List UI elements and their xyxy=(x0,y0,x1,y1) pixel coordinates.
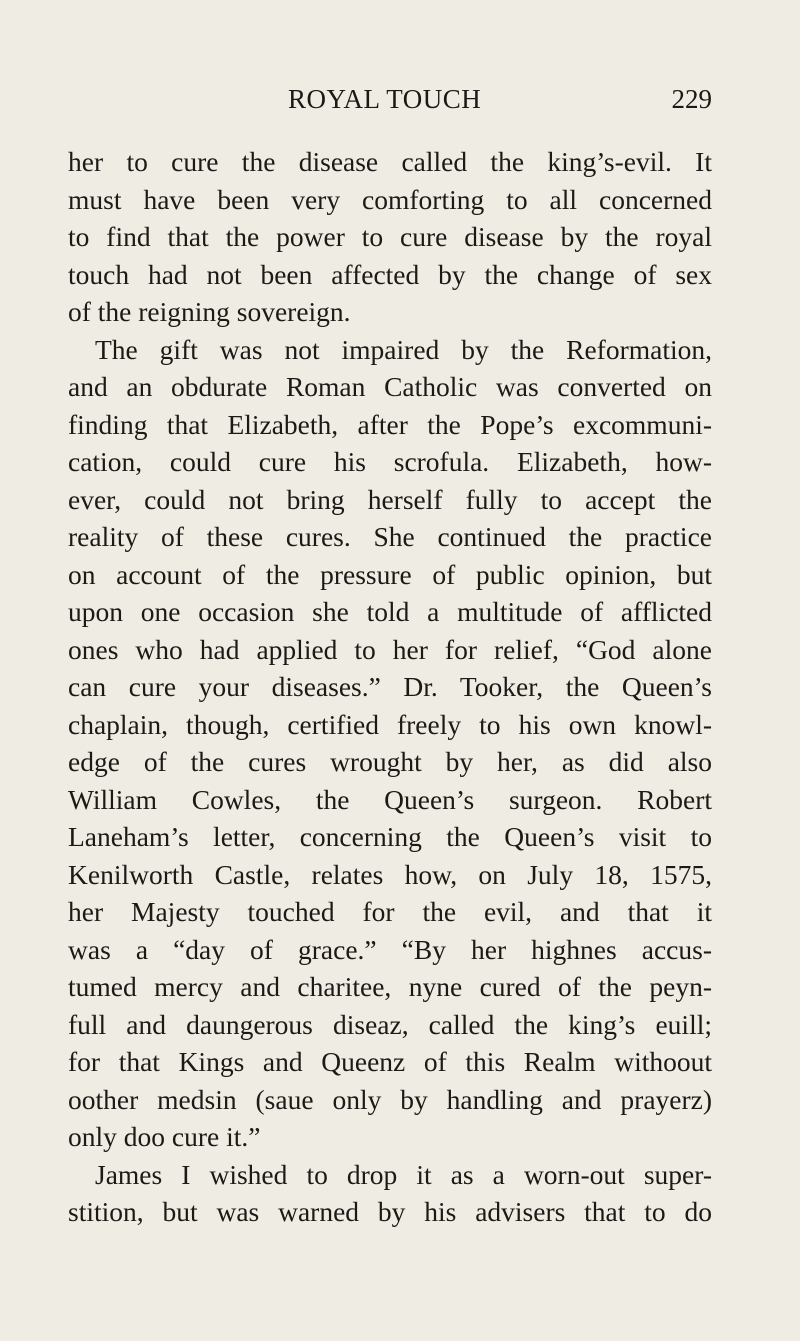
text-line: William Cowles, the Queen’s surgeon. Robert xyxy=(68,783,712,815)
text-line: full and daungerous diseaz, called the king’s euill; xyxy=(68,1008,712,1040)
text-line: ever, could not bring herself fully to accept the xyxy=(68,483,712,515)
text-line: finding that Elizabeth, after the Pope’s excommuni- xyxy=(68,408,712,440)
text-line: can cure your diseases.” Dr. Tooker, the Queen’s xyxy=(68,671,712,702)
text-line: upon one occasion she told a multitude of afflicted xyxy=(68,596,712,627)
page-number: 229 xyxy=(671,84,712,114)
text-line: her Majesty touched for the evil, and that it xyxy=(68,896,712,927)
text-line: cation, could cure his scrofula. Elizabeth, how- xyxy=(68,446,712,477)
text-line: Laneham’s letter, concerning the Queen’s visit to xyxy=(68,821,712,852)
text-line: her to cure the disease called the king’s-evil. It xyxy=(68,146,712,177)
text-line: and an obdurate Roman Catholic was converted on xyxy=(68,371,712,402)
text-line: James I wished to drop it as a worn-out super- xyxy=(95,1158,712,1190)
text-line: must have been very comforting to all concerned xyxy=(68,183,712,215)
text-line: stition, but was warned by his advisers that to do xyxy=(68,1196,712,1227)
text-line: of the reigning sovereign. xyxy=(68,296,351,327)
running-title: ROYAL TOUCH xyxy=(288,84,482,114)
text-line: for that Kings and Queenz of this Realm withoout xyxy=(68,1046,712,1077)
text-line: was a “day of grace.” “By her highnes accus- xyxy=(68,933,712,965)
body-text xyxy=(68,143,712,1231)
text-line: The gift was not impaired by the Reformation, xyxy=(95,333,712,365)
text-line: touch had not been affected by the change of sex xyxy=(68,258,712,290)
text-line: chaplain, though, certified freely to his own knowl- xyxy=(68,708,712,740)
text-line: to find that the power to cure disease by the royal xyxy=(68,221,712,252)
text-line: reality of these cures. She continued the practice xyxy=(68,521,712,552)
text-line: edge of the cures wrought by her, as did also xyxy=(68,746,712,777)
text-line: on account of the pressure of public opinion, but xyxy=(68,558,712,590)
running-head xyxy=(68,84,712,124)
text-line: Kenilworth Castle, relates how, on July 18, 1575, xyxy=(68,858,712,890)
text-line: oother medsin (saue only by handling and prayerz) xyxy=(68,1083,712,1115)
text-line: tumed mercy and charitee, nyne cured of the peyn- xyxy=(68,971,712,1002)
text-line: ones who had applied to her for relief, “God alone xyxy=(68,633,712,665)
text-line: only doo cure it.” xyxy=(68,1121,261,1152)
